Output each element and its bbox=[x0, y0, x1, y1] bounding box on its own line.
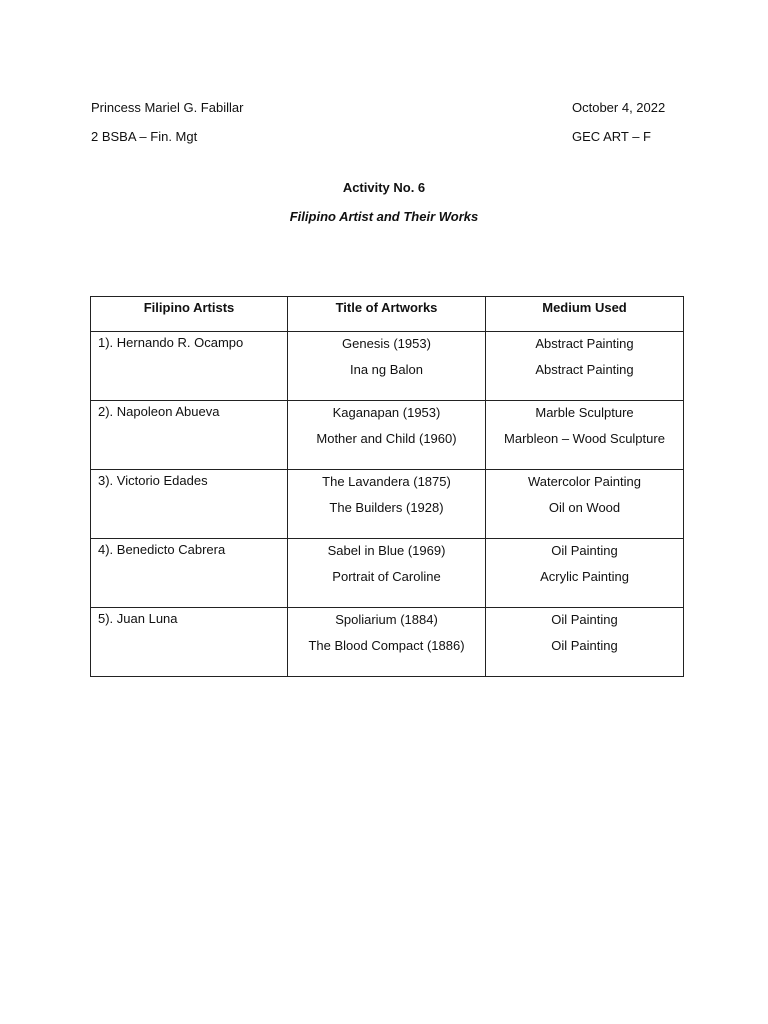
artwork-title: Spoliarium (1884) bbox=[335, 612, 438, 627]
artwork-title: The Builders (1928) bbox=[329, 500, 444, 515]
medium-cell bbox=[486, 608, 684, 677]
artwork-title: Sabel in Blue (1969) bbox=[327, 543, 446, 558]
medium-cell bbox=[486, 470, 684, 539]
artist-cell bbox=[91, 401, 288, 470]
artist-name: 2). Napoleon Abueva bbox=[98, 404, 220, 419]
medium-cell bbox=[486, 332, 684, 401]
artwork-title: Ina ng Balon bbox=[349, 362, 423, 377]
artwork-medium: Marbleon – Wood Sculpture bbox=[504, 431, 665, 446]
header-left-block bbox=[91, 93, 243, 151]
artwork-medium: Oil on Wood bbox=[548, 500, 621, 515]
titles-cell bbox=[288, 539, 486, 608]
titles-cell bbox=[288, 470, 486, 539]
artwork-title: The Lavandera (1875) bbox=[322, 474, 451, 489]
medium-cell bbox=[486, 539, 684, 608]
artist-name: 5). Juan Luna bbox=[98, 611, 178, 626]
artist-name: 1). Hernando R. Ocampo bbox=[98, 335, 244, 350]
table-row bbox=[91, 401, 684, 470]
artwork-medium: Oil Painting bbox=[551, 543, 618, 558]
table-row bbox=[91, 470, 684, 539]
artwork-medium: Oil Painting bbox=[551, 638, 618, 653]
artist-cell bbox=[91, 332, 288, 401]
column-header-artists: Filipino Artists bbox=[91, 297, 288, 332]
artist-name: 3). Victorio Edades bbox=[98, 473, 208, 488]
medium-cell bbox=[486, 401, 684, 470]
activity-title: Activity No. 6 bbox=[342, 180, 426, 195]
artwork-medium: Oil Painting bbox=[551, 612, 618, 627]
table-row bbox=[91, 608, 684, 677]
header-right-block bbox=[572, 93, 665, 151]
artwork-medium: Acrylic Painting bbox=[540, 569, 629, 584]
column-header-medium: Medium Used bbox=[486, 297, 684, 332]
artwork-medium: Marble Sculpture bbox=[535, 405, 634, 420]
course-label: GEC ART – F bbox=[572, 129, 651, 144]
table-row bbox=[91, 332, 684, 401]
student-name: Princess Mariel G. Fabillar bbox=[91, 100, 244, 115]
artwork-medium: Abstract Painting bbox=[535, 336, 634, 351]
column-header-titles: Title of Artworks bbox=[288, 297, 486, 332]
activity-subtitle: Filipino Artist and Their Works bbox=[289, 209, 479, 224]
artwork-medium: Watercolor Painting bbox=[528, 474, 641, 489]
artwork-title: Portrait of Caroline bbox=[332, 569, 441, 584]
artwork-medium: Abstract Painting bbox=[535, 362, 634, 377]
artist-cell bbox=[91, 608, 288, 677]
artist-cell bbox=[91, 539, 288, 608]
artists-table bbox=[90, 296, 684, 677]
artist-name: 4). Benedicto Cabrera bbox=[98, 542, 226, 557]
program-label: 2 BSBA – Fin. Mgt bbox=[91, 129, 198, 144]
document-date: October 4, 2022 bbox=[572, 100, 666, 115]
artwork-title: Kaganapan (1953) bbox=[332, 405, 441, 420]
artist-cell bbox=[91, 470, 288, 539]
table-row bbox=[91, 539, 684, 608]
titles-cell bbox=[288, 332, 486, 401]
titles-cell bbox=[288, 401, 486, 470]
titles-cell bbox=[288, 608, 486, 677]
artwork-title: The Blood Compact (1886) bbox=[308, 638, 465, 653]
artwork-title: Mother and Child (1960) bbox=[316, 431, 457, 446]
artwork-title: Genesis (1953) bbox=[342, 336, 431, 351]
